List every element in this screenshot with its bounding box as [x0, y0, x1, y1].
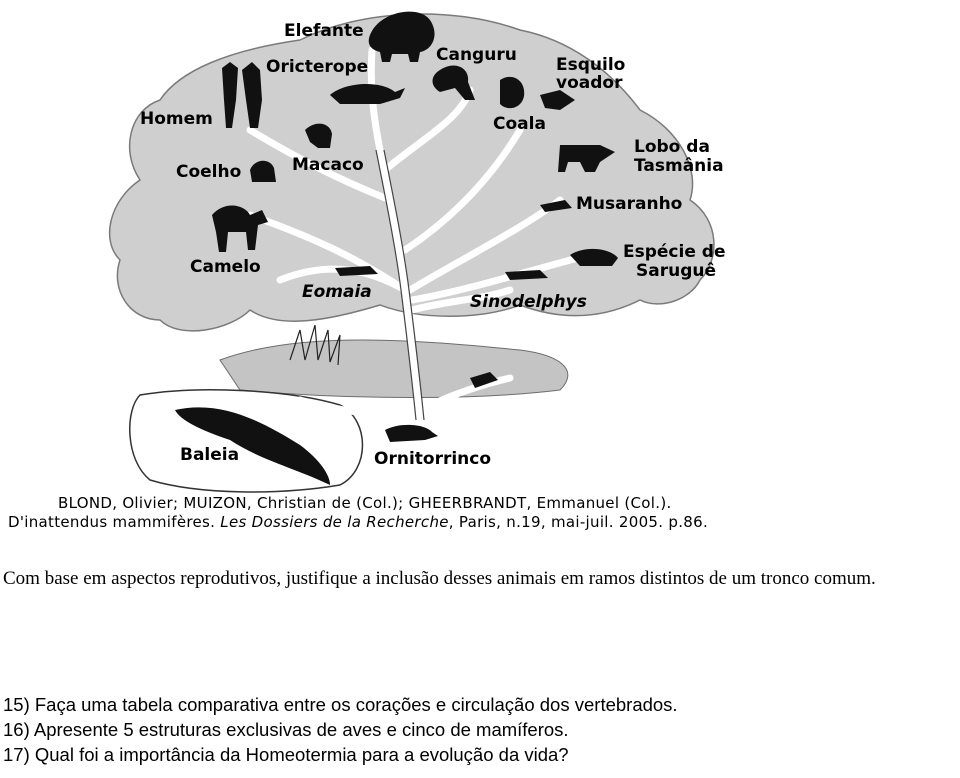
label-camelo: Camelo — [190, 257, 261, 277]
label-elefante: Elefante — [284, 21, 364, 41]
label-especie-1: Espécie de — [623, 242, 726, 262]
label-coala: Coala — [493, 114, 546, 134]
label-oricterope: Oricterope — [266, 57, 369, 77]
question-17: 17) Qual foi a importância da Homeotermia para a evolução da vida? — [3, 744, 569, 765]
label-sinodelphys: Sinodelphys — [470, 292, 587, 312]
question-main: Com base em aspectos reprodutivos, justifique a inclusão desses animais em ramos distintos de um tronco comum. — [3, 568, 876, 589]
label-ornitorrinco: Ornitorrinco — [374, 449, 492, 469]
label-eomaia: Eomaia — [302, 282, 372, 302]
label-coelho: Coelho — [176, 162, 242, 182]
label-baleia: Baleia — [180, 445, 240, 465]
label-especie-2: Saruguê — [636, 261, 717, 281]
figure-credit-line-1: BLOND, Olivier; MUIZON, Christian de (Col.); GHEERBRANDT, Emmanuel (Col.). — [58, 494, 672, 512]
label-esquilo-voador-1: Esquilo — [556, 55, 626, 75]
label-macaco: Macaco — [292, 155, 364, 175]
question-16: 16) Apresente 5 estruturas exclusivas de aves e cinco de mamíferos. — [3, 719, 569, 740]
label-lobo-1: Lobo da — [634, 137, 710, 157]
ground — [220, 340, 568, 398]
figure-credit-line-2: D'inattendus mammifères. Les Dossiers de la Recherche, Paris, n.19, mai-juil. 2005. p.86. — [8, 513, 709, 531]
platypus-icon — [385, 425, 438, 442]
label-musaranho: Musaranho — [576, 194, 683, 214]
question-15: 15) Faça uma tabela comparativa entre os corações e circulação dos vertebrados. — [3, 694, 678, 715]
label-lobo-2: Tasmânia — [634, 156, 724, 176]
label-homem: Homem — [140, 109, 213, 129]
label-canguru: Canguru — [436, 45, 517, 65]
label-esquilo-voador-2: voador — [556, 73, 623, 93]
